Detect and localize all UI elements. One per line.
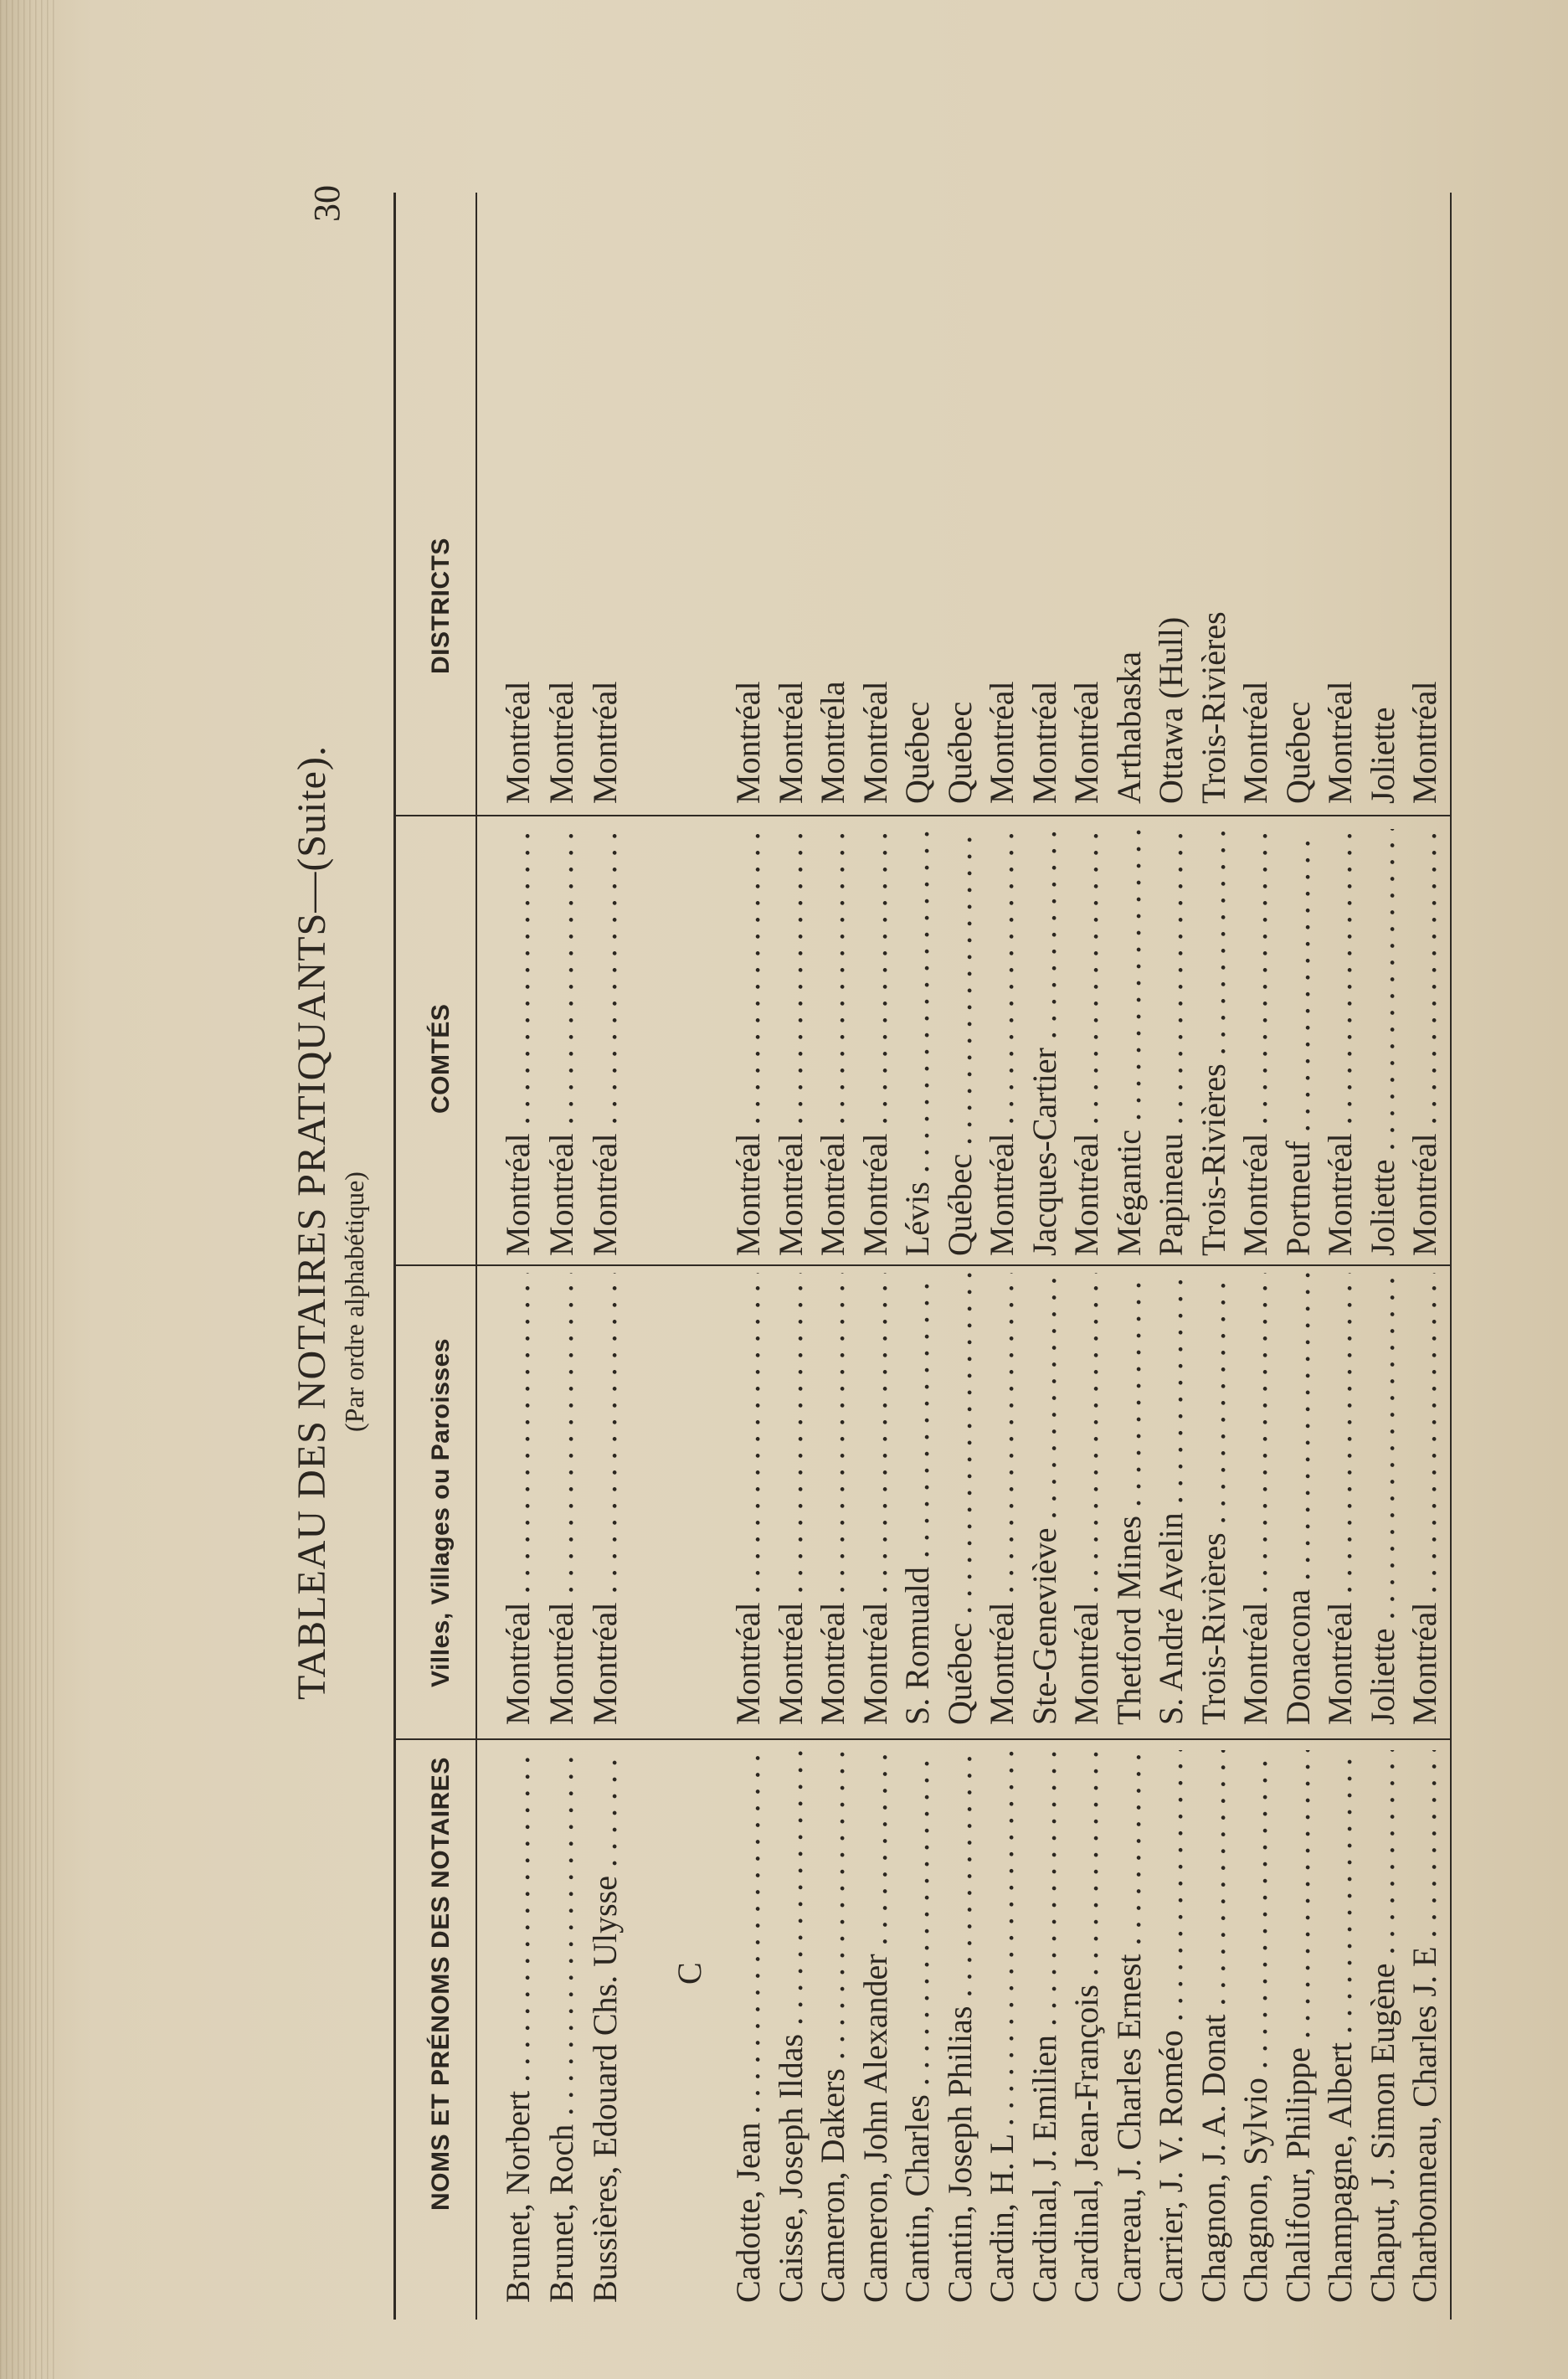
row-comte: Montréal . . .: [1236, 829, 1276, 1256]
row-comte: Montréal . . .: [728, 829, 769, 1256]
row-ville: S. Romuald . . .: [897, 1273, 938, 1725]
row-notary-name: Brunet, Norbert . . .: [498, 1750, 538, 2303]
row-ville: Montréal . . .: [728, 1273, 769, 1725]
row-ville: Thetford Mines . . .: [1109, 1273, 1149, 1725]
row-ville: Montréal . . .: [542, 1273, 582, 1725]
row-district: Trois-Rivières: [1194, 611, 1232, 804]
row-comte: Papineau . . .: [1151, 829, 1191, 1256]
row-ville: Montréal . . .: [1067, 1273, 1107, 1725]
row-district: Arthabaska: [1109, 651, 1148, 804]
row-ville: Québec . . .: [940, 1273, 980, 1725]
row-comte: Trois-Rivières . . .: [1194, 829, 1234, 1256]
row-notary-name: Carreau, J. Charles Ernest . . .: [1109, 1750, 1149, 2303]
row-comte: Portneuf . . .: [1278, 829, 1319, 1256]
page-subtitle: (Par ordre alphabétique): [339, 1171, 369, 1432]
row-district: Montréal: [542, 681, 580, 804]
row-notary-name: Chagnon, Sylvio . . .: [1236, 1750, 1276, 2303]
row-comte: Montréal . . .: [813, 829, 853, 1256]
column-header-comtes: COMTÉS: [427, 1003, 455, 1114]
row-comte: Montréal . . .: [585, 829, 625, 1256]
row-comte: Jacques-Cartier . . .: [1025, 829, 1065, 1256]
row-ville: Trois-Rivières . . .: [1194, 1273, 1234, 1725]
row-comte: Mégantic . . .: [1109, 829, 1149, 1256]
row-district: Québec: [898, 701, 936, 804]
row-notary-name: Champagne, Albert . . .: [1320, 1750, 1360, 2303]
row-notary-name: Cardin, H. L . . .: [982, 1750, 1022, 2303]
row-notary-name: Chalifour, Philippe . . .: [1278, 1750, 1319, 2303]
page-title: TABLEAU DES NOTAIRES PRATIQUANTS—(Suite).: [290, 745, 334, 1700]
row-district: Ottawa (Hull): [1152, 616, 1190, 804]
row-notary-name: Chaput, J. Simon Eugène . . .: [1363, 1750, 1403, 2303]
row-notary-name: Carrier, J. V. Roméo . . .: [1151, 1750, 1191, 2303]
row-comte: Montréal . . .: [1405, 829, 1445, 1256]
row-district: Joliette: [1363, 707, 1401, 804]
row-district: Montréal: [771, 681, 810, 804]
row-comte: Montréal . . .: [542, 829, 582, 1256]
row-ville: Donacona . . .: [1278, 1273, 1319, 1725]
bottom-rule: [1450, 193, 1452, 2320]
row-ville: S. André Avelin . . .: [1151, 1273, 1191, 1725]
row-ville: Montréal . . .: [1320, 1273, 1360, 1725]
row-notary-name: Brunet, Roch . . .: [542, 1750, 582, 2303]
column-divider-3: [395, 815, 1452, 816]
row-notary-name: Cardinal, J. Emilien . . .: [1025, 1750, 1065, 2303]
column-header-names: NOMS ET PRÉNOMS DES NOTAIRES: [427, 1757, 455, 2211]
row-ville: Ste-Geneviève . . .: [1025, 1273, 1065, 1725]
row-comte: Montréal . . .: [498, 829, 538, 1256]
rotated-table-area: [17, 75, 1443, 2336]
row-comte: Montréal . . .: [982, 829, 1022, 1256]
header-rule: [476, 193, 477, 2320]
row-ville: Montréal . . .: [856, 1273, 896, 1725]
row-notary-name: Cantin, Joseph Philias . . .: [940, 1750, 980, 2303]
row-notary-name: Cameron, Dakers . . .: [813, 1750, 853, 2303]
row-comte: Montréal . . .: [771, 829, 811, 1256]
row-district: Montréal: [983, 681, 1020, 804]
row-ville: Montréal . . .: [813, 1273, 853, 1725]
row-district: Québec: [1278, 701, 1317, 804]
row-district: Montréal: [1067, 681, 1105, 804]
section-letter: C: [671, 1962, 708, 1985]
row-ville: Montréal . . .: [982, 1273, 1022, 1725]
row-notary-name: Caisse, Joseph Ildas . . .: [771, 1750, 811, 2303]
row-district: Montréal: [586, 681, 624, 804]
row-district: Montréal: [1406, 681, 1443, 804]
row-district: Québec: [940, 701, 979, 804]
row-notary-name: Charbonneau, Charles J. E . . .: [1405, 1750, 1445, 2303]
row-district: Montréal: [499, 681, 537, 804]
row-comte: Montréal . . .: [1067, 829, 1107, 1256]
row-district: Montréla: [814, 681, 851, 804]
row-district: Montréal: [856, 681, 894, 804]
row-notary-name: Cardinal, Jean-François . . .: [1067, 1750, 1107, 2303]
row-district: Montréal: [1321, 681, 1359, 804]
row-notary-name: Bussières, Edouard Chs. Ulysse . . .: [585, 1750, 625, 2303]
row-comte: Montréal . . .: [1320, 829, 1360, 1256]
column-divider-1: [395, 1738, 1452, 1740]
row-comte: Lévis . . .: [897, 829, 938, 1256]
row-comte: Montréal . . .: [856, 829, 896, 1256]
row-comte: Québec . . .: [940, 829, 980, 1256]
row-ville: Montréal . . .: [1405, 1273, 1445, 1725]
row-district: Montréal: [1236, 681, 1274, 804]
row-comte: Joliette . . .: [1363, 829, 1403, 1256]
row-ville: Joliette . . .: [1363, 1273, 1403, 1725]
page-number: 30: [306, 185, 347, 222]
row-district: Montréal: [729, 681, 767, 804]
row-notary-name: Cantin, Charles . . .: [897, 1750, 938, 2303]
row-notary-name: Chagnon, J. A. Donat . . .: [1194, 1750, 1234, 2303]
row-ville: Montréal . . .: [1236, 1273, 1276, 1725]
row-ville: Montréal . . .: [585, 1273, 625, 1725]
row-ville: Montréal . . .: [771, 1273, 811, 1725]
top-rule: [393, 193, 396, 2320]
column-divider-2: [395, 1264, 1452, 1266]
row-notary-name: Cadotte, Jean . . .: [728, 1750, 769, 2303]
row-notary-name: Cameron, John Alexander . . .: [856, 1750, 896, 2303]
row-ville: Montréal . . .: [498, 1273, 538, 1725]
row-district: Montréal: [1025, 681, 1063, 804]
column-header-villes: Villes, Villages ou Paroisses: [427, 1338, 455, 1687]
column-header-districts: DISTRICTS: [427, 538, 455, 674]
